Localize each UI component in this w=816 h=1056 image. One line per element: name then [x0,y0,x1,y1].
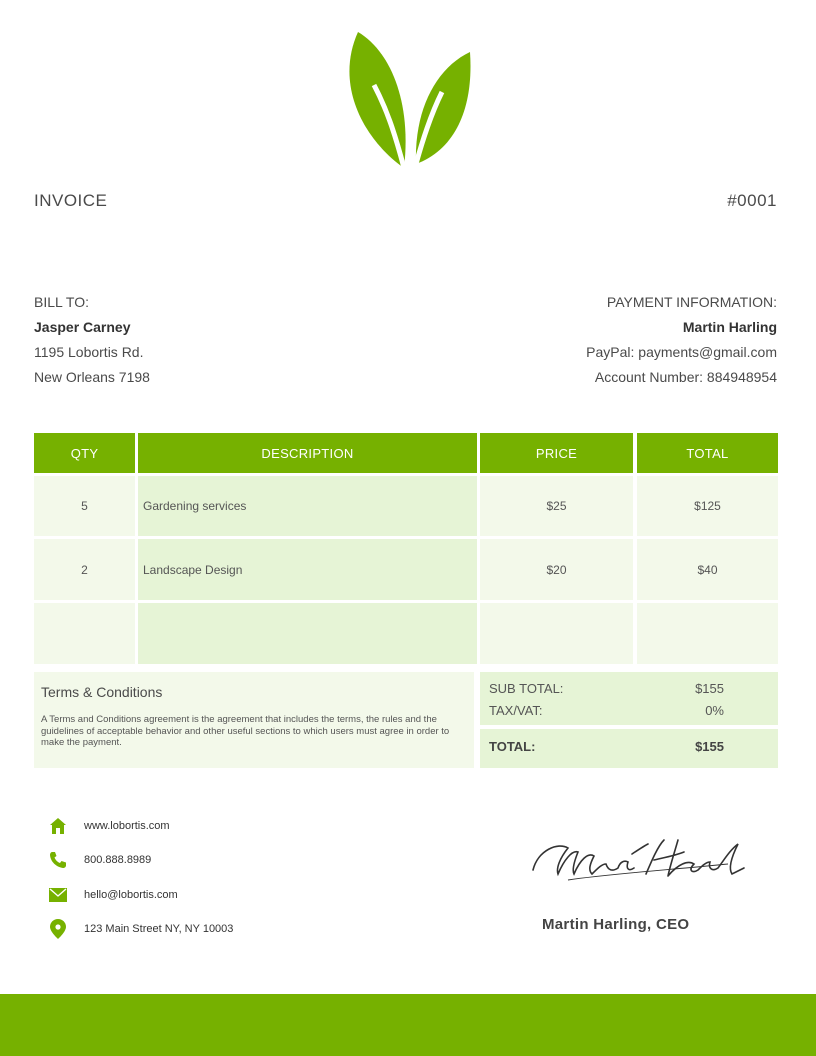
contact-phone [48,850,151,870]
leaf-logo [344,30,472,170]
payment-label: PAYMENT INFORMATION: [606,294,777,310]
contact-address [48,919,233,939]
website-text[interactable]: www.lobortis.com [84,820,170,832]
invoice-number: #0001 [727,191,777,210]
terms-body: A Terms and Conditions agreement is the agreement that includes the terms, the rules and the guidelines of acceptable behavior and other useful sections to which users must agree in order to make the payment. [41,714,450,748]
phone-text: 800.888.8989 [84,854,152,866]
header-price: PRICE [480,433,633,473]
email-icon [48,885,68,905]
terms-box [34,672,474,768]
row2-description: Landscape Design [138,539,477,600]
row3-total [637,603,778,664]
bill-to-name: Jasper Carney [34,319,131,335]
payment-info-block [586,290,777,390]
row1-qty: 5 [34,476,135,536]
phone-icon [48,850,68,870]
header-description: DESCRIPTION [138,433,477,473]
subtotal-label: SUB TOTAL: [489,681,564,696]
signatory-name: Martin Harling, CEO [542,916,690,933]
contact-website [48,816,170,836]
bill-to-label: BILL TO: [34,294,89,310]
invoice-title: INVOICE [34,191,108,210]
address-text: 123 Main Street NY, NY 10003 [84,923,234,935]
header-total: TOTAL [637,433,778,473]
contact-email [48,885,178,905]
header-qty: QTY [34,433,135,473]
email-text[interactable]: hello@lobortis.com [84,889,178,901]
payment-account: Account Number: 884948954 [594,369,777,385]
bill-to-address-line2: New Orleans 7198 [34,369,150,385]
row2-price: $20 [480,539,633,600]
row1-price: $25 [480,476,633,536]
total-value: $155 [695,739,724,754]
terms-title: Terms & Conditions [41,684,163,700]
row1-description: Gardening services [138,476,477,536]
row3-description [138,603,477,664]
row3-price [480,603,633,664]
home-icon [48,816,68,836]
bill-to-address-line1: 1195 Lobortis Rd. [34,344,144,360]
location-pin-icon [48,919,68,939]
payment-name: Martin Harling [682,319,777,335]
row2-qty: 2 [34,539,135,600]
row2-total: $40 [637,539,778,600]
bill-to-block [34,290,150,390]
row1-total: $125 [637,476,778,536]
payment-paypal: PayPal: payments@gmail.com [586,344,777,360]
row3-qty [34,603,135,664]
subtotal-value: $155 [695,681,724,696]
tax-value: 0% [705,703,724,718]
total-label: TOTAL: [489,739,536,754]
footer-bar [0,994,816,1056]
signature-image [528,830,748,890]
tax-label: TAX/VAT: [489,703,543,718]
